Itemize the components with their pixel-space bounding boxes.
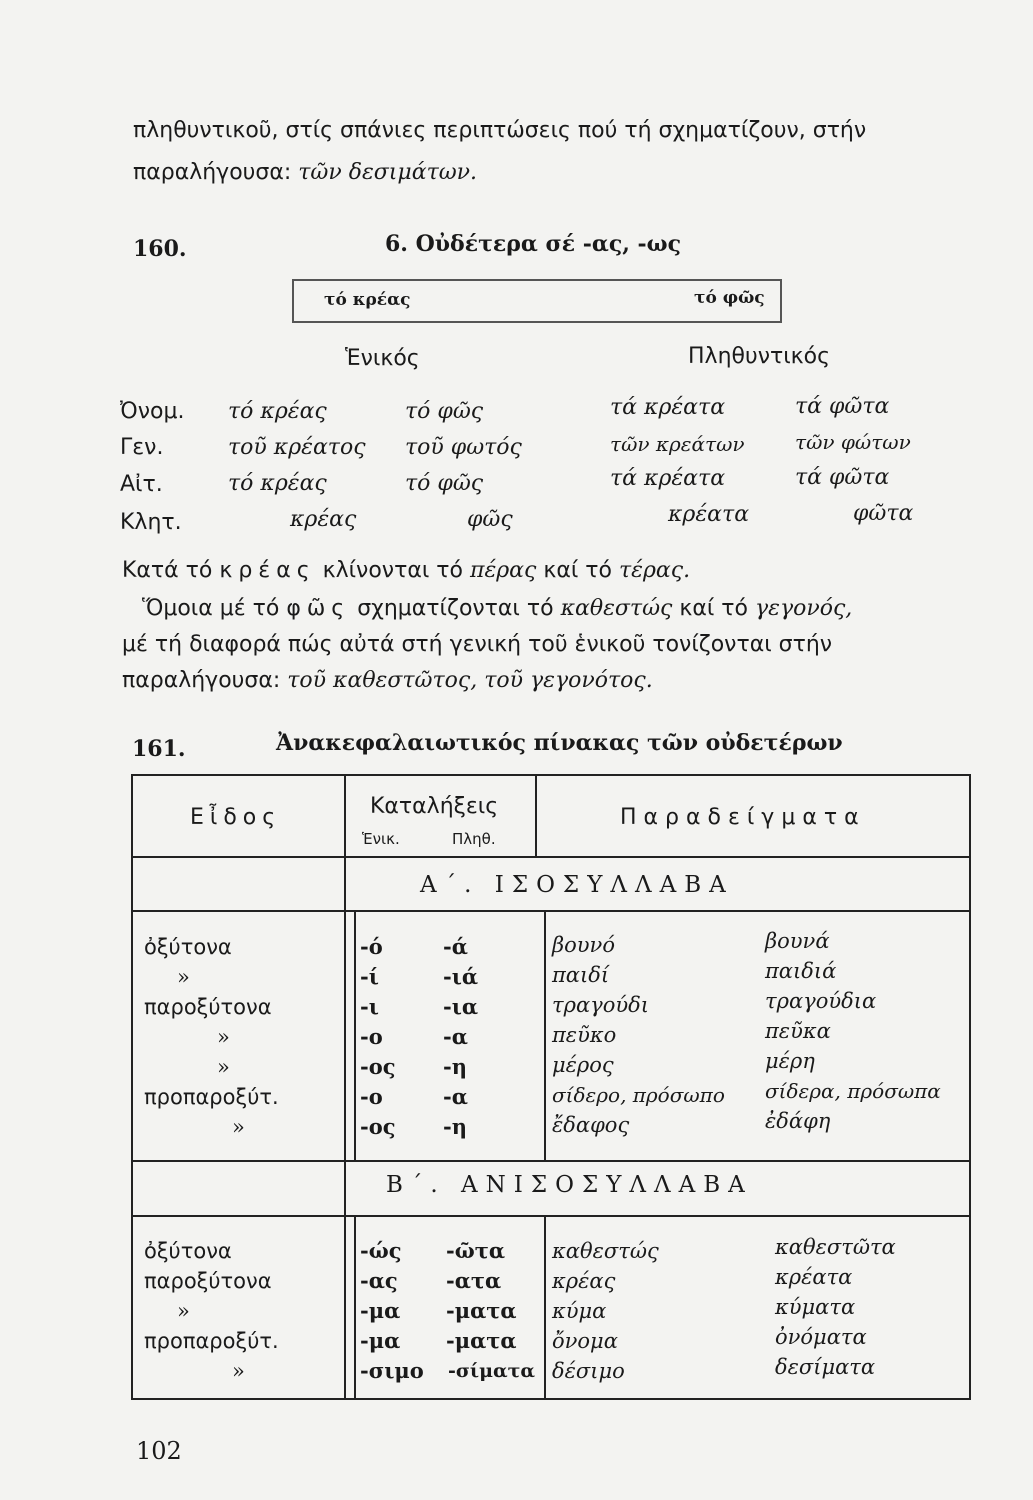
table-row-divider (131, 1215, 971, 1217)
kind-cell: » (217, 1025, 230, 1049)
example-plural: σίδερα, πρόσωπα (765, 1079, 941, 1103)
ending-singular: -ο (360, 1024, 383, 1049)
singular-form-1: τό κρέας (228, 399, 327, 424)
plural-form-2: τά φῶτα (795, 394, 890, 419)
intro-line-2 (133, 160, 477, 185)
example-singular: μέρος (552, 1053, 614, 1077)
ending-singular: -ος (360, 1114, 396, 1139)
intro-line-2-prefix: παραλήγουσα: (133, 160, 292, 185)
example-singular: παιδί (552, 963, 610, 987)
intro-line-1: πληθυντικοῦ, στίς σπάνιες περιπτώσεις πού τή σχηματίζουν, στήν (133, 118, 867, 143)
ending-plural: -ιά (443, 964, 479, 989)
plural-form-1: κρέατα (668, 502, 750, 527)
table-head-plural: Πληθ. (452, 830, 496, 848)
case-label: Ὀνομ. (120, 399, 185, 424)
case-label: Γεν. (120, 435, 164, 460)
singular-form-2: τό φῶς (405, 471, 484, 496)
table-head-examples: Παραδείγματα (620, 805, 866, 830)
example-plural: ἐδάφη (765, 1109, 831, 1133)
note-2-a: Ὅμοια μέ τό (142, 596, 280, 621)
ending-singular: -ώς (360, 1238, 402, 1263)
kind-cell: παροξύτονα (144, 995, 272, 1019)
table-col-divider (544, 910, 546, 1160)
note-2-b: φῶς (286, 596, 351, 621)
example-plural: δεσίματα (775, 1355, 876, 1379)
example-plural: πεῦκα (765, 1019, 831, 1043)
ending-singular: -σιμο (360, 1358, 424, 1383)
note-1-b: κρέας (219, 558, 316, 583)
header-singular: Ἑνικός (345, 346, 420, 371)
example-singular: πεῦκο (552, 1023, 617, 1047)
note-2-d: καθεστώς (560, 596, 673, 621)
example-singular: καθεστώς (552, 1239, 659, 1263)
ending-singular: -ό (360, 934, 383, 959)
example-plural: καθεστῶτα (775, 1235, 896, 1259)
singular-form-1: τοῦ κρέατος (228, 435, 366, 460)
table-row-divider (131, 910, 971, 912)
ending-singular: -ος (360, 1054, 396, 1079)
ending-plural: -ματα (446, 1328, 517, 1353)
note-1-d: πέρας (469, 558, 537, 583)
paradigm-box-left: τό κρέας (324, 290, 411, 310)
example-plural: κύματα (775, 1295, 856, 1319)
section-160-title: 6. Οὐδέτερα σέ -ας, -ως (385, 231, 682, 257)
table-head-endings: Καταλήξεις (370, 794, 499, 819)
paradigm-box (292, 279, 782, 323)
singular-form-2: φῶς (467, 507, 513, 532)
table-head-kind: Εἶδος (190, 805, 282, 830)
page-number: 102 (136, 1437, 182, 1465)
plural-form-2: τά φῶτα (795, 465, 890, 490)
plural-form-1: τῶν κρεάτων (610, 432, 745, 456)
table-col-divider (535, 774, 537, 858)
table-row-divider (131, 856, 971, 858)
ending-plural: -ματα (446, 1298, 517, 1323)
section-160-number: 160. (133, 236, 187, 262)
group-a-title: Α΄. ΙΣΟΣΥΛΛΑΒΑ (420, 872, 734, 898)
ending-plural: -ατα (446, 1268, 502, 1293)
plural-form-1: τά κρέατα (610, 466, 726, 491)
table-col-divider (544, 1215, 546, 1400)
note-1-c: κλίνονται τό (322, 558, 463, 583)
note-4-a: παραλήγουσα: (122, 668, 281, 693)
example-plural: τραγούδια (765, 989, 877, 1013)
singular-form-2: τοῦ φωτός (405, 435, 522, 460)
kind-cell: παροξύτονα (144, 1269, 272, 1293)
plural-form-2: τῶν φώτων (795, 430, 911, 454)
ending-plural: -σίματα (448, 1360, 536, 1382)
ending-plural: -ῶτα (446, 1238, 506, 1263)
intro-line-2-italic: τῶν δεσιμάτων. (298, 160, 478, 185)
example-plural: βουνά (765, 929, 830, 953)
paradigm-box-right: τό φῶς (694, 288, 765, 308)
kind-cell: προπαροξύτ. (144, 1085, 279, 1109)
example-plural: κρέατα (775, 1265, 853, 1289)
kind-cell: » (232, 1359, 245, 1383)
note-1-a: Κατά τό (122, 558, 213, 583)
table-col-divider (354, 1215, 356, 1400)
section-161-number: 161. (132, 736, 186, 762)
kind-cell: » (232, 1115, 245, 1139)
kind-cell: ὀξύτονα (144, 935, 232, 959)
example-singular: τραγούδι (552, 993, 649, 1017)
kind-cell: ὀξύτονα (144, 1239, 232, 1263)
kind-cell: » (177, 965, 190, 989)
example-plural: παιδιά (765, 959, 837, 983)
kind-cell: προπαροξύτ. (144, 1329, 279, 1353)
case-label: Αἰτ. (120, 472, 163, 497)
kind-cell: » (177, 1299, 190, 1323)
note-1-e: καί τό (543, 558, 612, 583)
note-2-c: σχηματίζονται τό (357, 596, 554, 621)
table-col-divider (354, 910, 356, 1160)
kind-cell: » (217, 1055, 230, 1079)
example-singular: βουνό (552, 933, 615, 957)
singular-form-1: τό κρέας (228, 471, 327, 496)
table-row-divider (131, 1160, 971, 1162)
example-singular: ἔδαφος (552, 1113, 630, 1137)
note-line-4 (122, 668, 653, 693)
note-line-1 (122, 558, 690, 583)
ending-plural: -α (443, 1084, 468, 1109)
example-singular: κύμα (552, 1299, 607, 1323)
case-label: Κλητ. (120, 510, 182, 535)
ending-singular: -ας (360, 1268, 398, 1293)
ending-plural: -η (443, 1054, 467, 1079)
ending-plural: -ια (443, 994, 479, 1019)
ending-singular: -μα (360, 1328, 401, 1353)
ending-plural: -η (443, 1114, 467, 1139)
table-col-divider (344, 774, 346, 1400)
table-head-singular: Ἑνικ. (362, 830, 400, 848)
note-2-e: καί τό (679, 596, 748, 621)
ending-plural: -ά (443, 934, 468, 959)
example-plural: μέρη (765, 1049, 815, 1073)
section-161-title: Ἀνακεφαλαιωτικός πίνακας τῶν οὐδετέρων (276, 730, 843, 756)
group-b-title: Β΄. ΑΝΙΣΟΣΥΛΛΑΒΑ (386, 1172, 753, 1198)
example-singular: κρέας (552, 1269, 616, 1293)
example-plural: ὀνόματα (775, 1325, 867, 1349)
note-line-2 (142, 596, 852, 621)
singular-form-1: κρέας (290, 507, 357, 532)
example-singular: ὄνομα (552, 1329, 618, 1353)
note-2-f: γεγονός, (755, 596, 853, 621)
ending-singular: -ί (360, 964, 379, 989)
ending-singular: -ι (360, 994, 379, 1019)
note-4-b: τοῦ καθεστῶτος, τοῦ γεγονότος. (287, 668, 653, 693)
note-line-3: μέ τή διαφορά πώς αὐτά στή γενική τοῦ ἑνικοῦ τονίζονται στήν (122, 632, 833, 657)
ending-singular: -μα (360, 1298, 401, 1323)
example-singular: δέσιμο (552, 1359, 625, 1383)
note-1-f: τέρας. (619, 558, 691, 583)
singular-form-2: τό φῶς (405, 399, 484, 424)
header-plural: Πληθυντικός (688, 344, 831, 369)
plural-form-1: τά κρέατα (610, 395, 726, 420)
plural-form-2: φῶτα (853, 501, 914, 526)
ending-plural: -α (443, 1024, 468, 1049)
ending-singular: -ο (360, 1084, 383, 1109)
example-singular: σίδερο, πρόσωπο (552, 1083, 725, 1107)
